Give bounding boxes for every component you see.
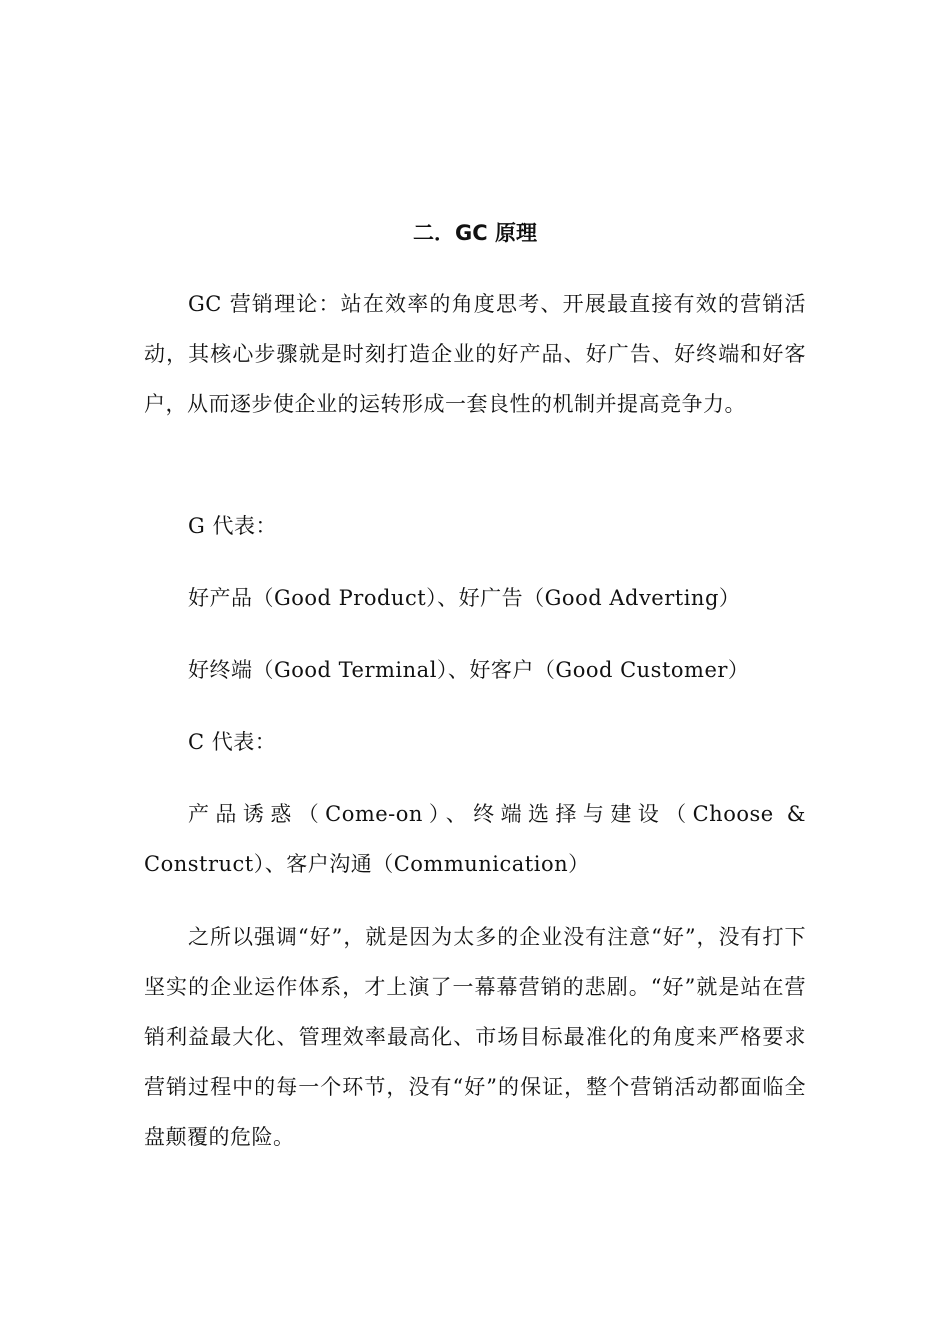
g-heading: G 代表： — [188, 514, 277, 538]
g-items-line-1: 好产品（Good Product）、好广告（Good Adverting） — [188, 586, 741, 610]
intro-paragraph: GC 营销理论：站在效率的角度思考、开展最直接有效的营销活动，其核心步骤就是时刻打造企业的好产品、好广告、好终端和好客户，从而逐步使企业的运转形成一套良性的机制并提高竞争力。 — [144, 292, 806, 416]
g-items-line-2: 好终端（Good Terminal）、好客户（Good Customer） — [188, 658, 750, 682]
closing-paragraph: 之所以强调“好”，就是因为太多的企业没有注意“好”，没有打下坚实的企业运作体系，才上演了一幕幕营销的悲剧。“好”就是站在营销利益最大化、管理效率最高化、市场目标最准化的角度来严格要求营销过程中的每一个环节，没有“好”的保证，整个营销活动都面临全盘颠覆的危险。 — [144, 925, 806, 1149]
c-items-paragraph: 产品诱惑（Come-on）、终端选择与建设（Choose & Construct）、客户沟通（Communication） — [144, 802, 806, 876]
section-title: 二．GC 原理 — [413, 221, 537, 245]
c-heading: C 代表： — [188, 730, 277, 754]
